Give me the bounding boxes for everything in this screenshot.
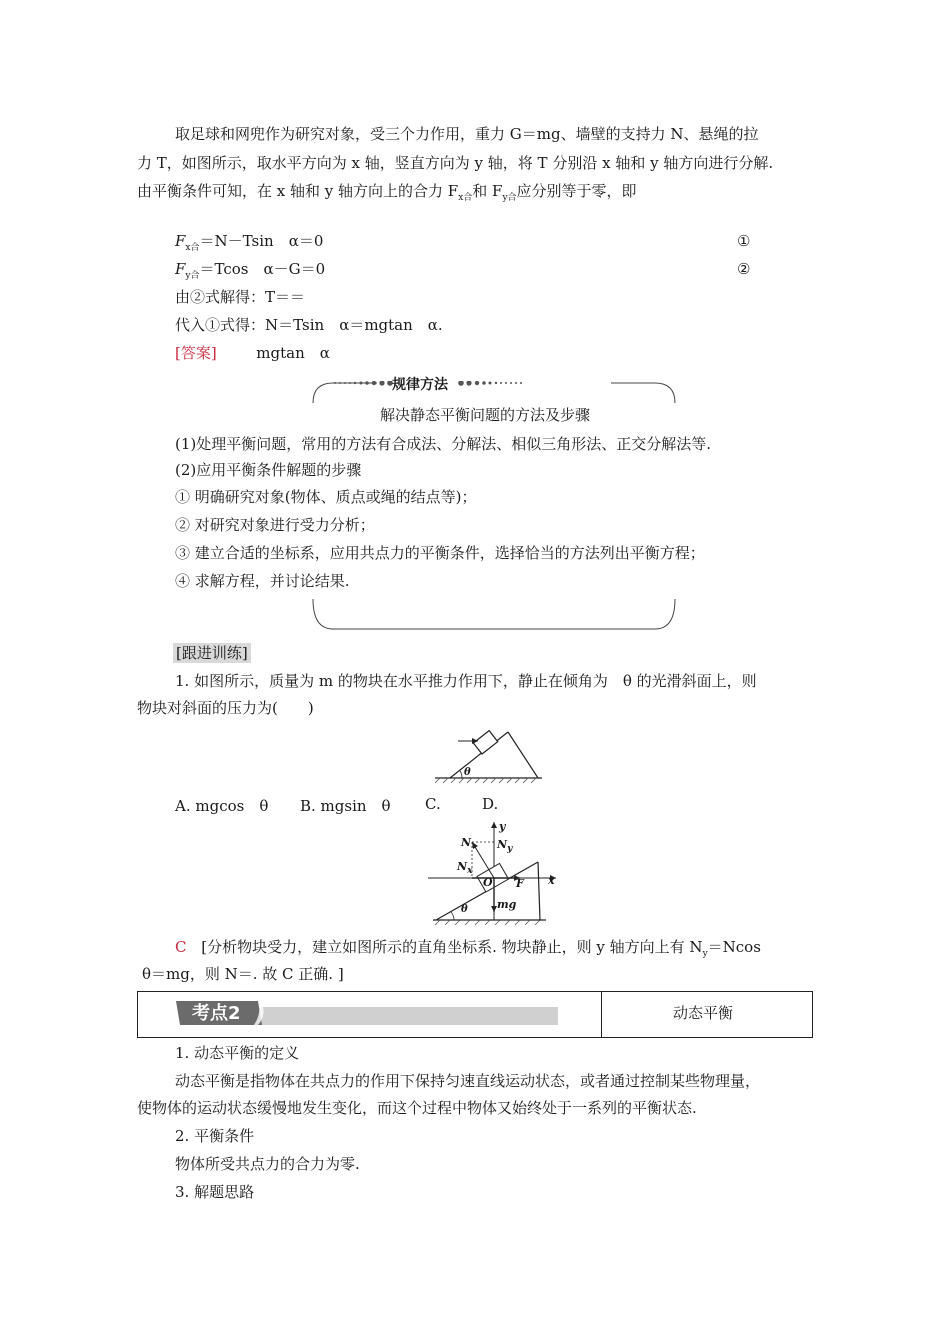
fig2-mg-label: mg <box>497 898 517 911</box>
fig2-Nx-symbol: N <box>457 860 468 873</box>
solve-step-1: 代入①式得：N＝Tsin α＝mgtan α. <box>175 316 443 334</box>
equation-2-number: ② <box>737 260 751 278</box>
solution-line-1 <box>175 936 761 959</box>
definition-line-1: 动态平衡是指物体在共点力的作用下保持匀速直线运动状态，或者通过控制某些物理量， <box>175 1072 761 1090</box>
subscript: x合 <box>458 193 473 203</box>
fig2-Ny-label <box>497 838 512 854</box>
subscript: x合 <box>185 243 200 253</box>
kaodian-title: 动态平衡 <box>673 1004 734 1022</box>
solve-step-2: 由②式解得：T＝＝ <box>175 288 306 306</box>
section-heading-2: 2. 平衡条件 <box>175 1127 255 1145</box>
intro-line-3 <box>137 180 637 203</box>
method-title: 解决静态平衡问题的方法及步骤 <box>380 406 591 424</box>
answer-value: mgtan α <box>256 344 330 362</box>
solution-line-2: θ＝mg，则 N＝. 故 C 正确. ] <box>142 965 344 983</box>
equation-2 <box>175 259 325 286</box>
intro-line-1: 取足球和网兜作为研究对象，受三个力作用，重力 G＝mg、墙壁的支持力 N、悬绳的拉 <box>175 125 759 143</box>
method-item-3: ① 明确研究对象(物体、质点或绳的结点等)； <box>175 488 477 506</box>
fig2-F-label: F <box>516 877 524 890</box>
solution-text-end: ＝Ncos <box>707 938 761 956</box>
intro-line-2: 力 T，如图所示，取水平方向为 x 轴，竖直方向为 y 轴，将 T 分别沿 x 轴和 y 轴方向进行分解. <box>137 154 774 172</box>
subscript: y合 <box>502 193 517 203</box>
intro-line-3-end: 应分别等于零，即 <box>516 182 637 200</box>
incline-figure-1 <box>430 722 545 784</box>
method-header: 规律方法 <box>392 377 448 393</box>
option-b: B. mgsin θ <box>300 797 391 815</box>
fig2-N-label: N <box>461 836 472 849</box>
subscript: y合 <box>185 271 200 281</box>
option-c: C. <box>425 795 441 813</box>
subscript: y <box>507 844 513 855</box>
fig2-Nx-label <box>457 860 472 876</box>
method-item-5: ③ 建立合适的坐标系，应用共点力的平衡条件，选择恰当的方法列出平衡方程； <box>175 544 705 562</box>
equation-1 <box>175 231 323 258</box>
section-heading-1: 1. 动态平衡的定义 <box>175 1044 300 1062</box>
eq-symbol: F <box>175 232 186 250</box>
intro-line-3-start: 由平衡条件可知，在 x 轴和 y 轴方向上的合力 F <box>137 182 459 200</box>
solution-text: [分析物块受力，建立如图所示的直角坐标系. 物块静止，则 y 轴方向上有 N <box>201 938 703 956</box>
section-heading-3: 3. 解题思路 <box>175 1183 255 1201</box>
answer-line <box>175 343 330 363</box>
force-diagram-figure-2 <box>428 818 564 926</box>
intro-line-3-mid: 和 F <box>472 182 503 200</box>
method-item-6: ④ 求解方程，并讨论结果. <box>175 572 350 590</box>
method-item-2: (2)应用平衡条件解题的步骤 <box>175 461 362 479</box>
fig2-theta-label: θ <box>461 904 468 915</box>
fig1-theta-label: θ <box>464 767 471 778</box>
fig2-y-label: y <box>499 820 506 833</box>
option-a: A. mgcos θ <box>175 797 269 815</box>
kaodian-badge: 考点2 <box>192 1003 241 1024</box>
practice-tag-label: [跟进训练] <box>173 643 251 663</box>
solution-letter: C <box>175 938 187 956</box>
fig2-Ny-symbol: N <box>497 838 508 851</box>
question-1-line-1: 1. 如图所示，质量为 m 的物块在水平推力作用下，静止在倾角为 θ 的光滑斜面上，则 <box>175 672 757 690</box>
method-item-4: ② 对研究对象进行受力分析； <box>175 516 375 534</box>
subscript: y <box>702 949 708 959</box>
kaodian-table <box>137 991 813 1038</box>
practice-tag <box>173 642 251 663</box>
table-divider <box>601 992 602 1037</box>
question-1-line-2: 物块对斜面的压力为( ) <box>137 699 314 717</box>
eq-body: ＝N－Tsin α＝0 <box>199 232 324 250</box>
subscript: x <box>467 866 473 877</box>
equation-1-number: ① <box>737 232 751 250</box>
option-d: D. <box>482 795 499 813</box>
definition-line-2: 使物体的运动状态缓慢地发生变化，而这个过程中物体又始终处于一系列的平衡状态. <box>137 1099 697 1117</box>
condition-text: 物体所受共点力的合力为零. <box>175 1155 360 1173</box>
fig2-x-label: x <box>548 874 555 887</box>
answer-tag: [答案] <box>175 344 217 362</box>
eq-body: ＝Tcos α－G＝0 <box>199 260 326 278</box>
eq-symbol: F <box>175 260 186 278</box>
fig2-O-label: O <box>483 876 493 889</box>
method-item-1: (1)处理平衡问题，常用的方法有合成法、分解法、相似三角形法、正交分解法等. <box>175 435 712 453</box>
